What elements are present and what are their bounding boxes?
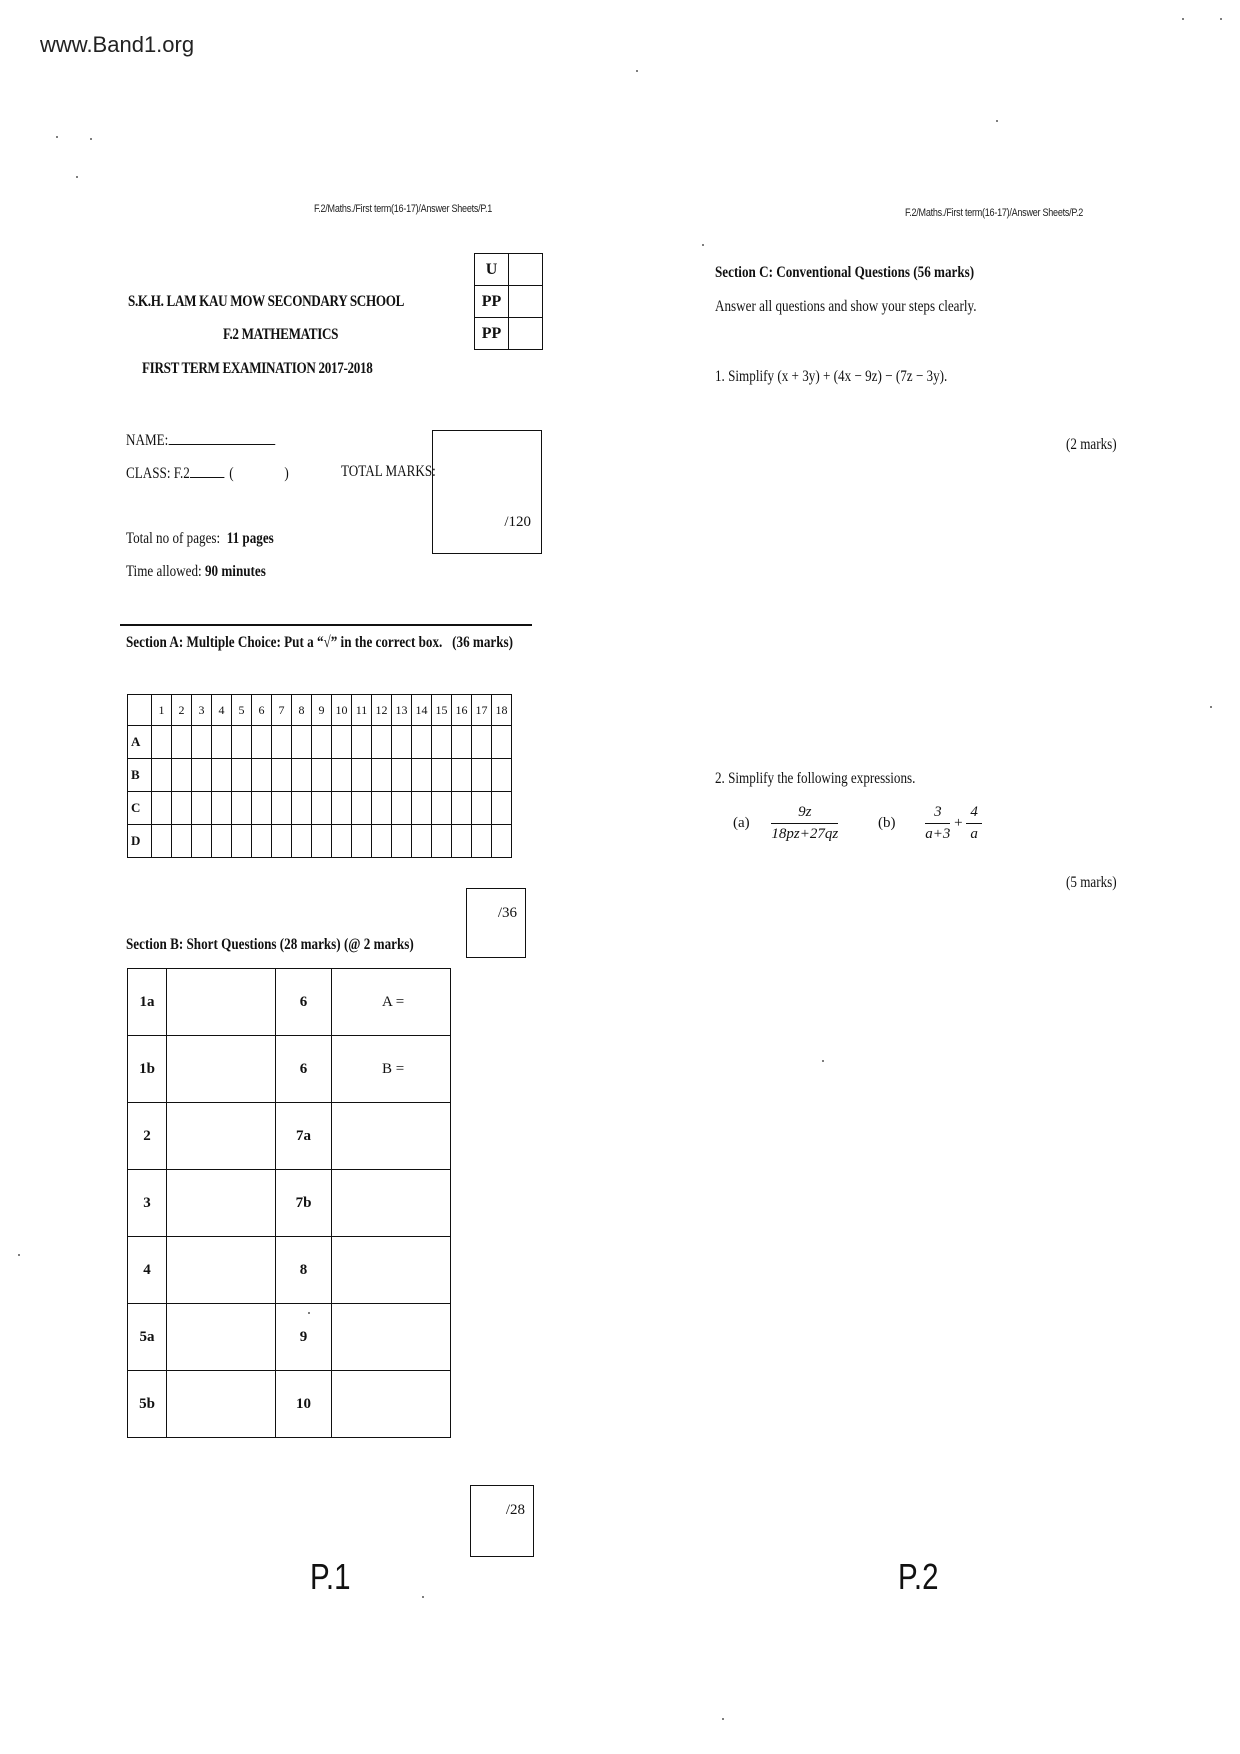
scan-speck (90, 138, 92, 140)
time-value: 90 minutes (204, 563, 266, 580)
mc-answer-box[interactable] (352, 825, 372, 858)
mc-answer-box[interactable] (192, 759, 212, 792)
mc-answer-box[interactable] (232, 759, 252, 792)
class-line (190, 463, 224, 478)
scan-speck (18, 1254, 20, 1256)
scan-speck (1220, 18, 1222, 20)
answer-cell[interactable]: B = (332, 1036, 451, 1103)
mc-answer-box[interactable] (212, 726, 232, 759)
question-number: 5a (128, 1304, 167, 1371)
mc-answer-box[interactable] (152, 792, 172, 825)
mc-answer-box[interactable] (472, 726, 492, 759)
mc-answer-box[interactable] (192, 825, 212, 858)
mc-answer-box[interactable] (312, 792, 332, 825)
fraction-2b-second (966, 804, 982, 843)
mc-answer-box[interactable] (272, 759, 292, 792)
table-row (128, 969, 451, 1036)
mc-answer-box[interactable] (432, 825, 452, 858)
section-b-score-box (470, 1485, 534, 1557)
mc-answer-box[interactable] (252, 792, 272, 825)
question-number: 6 (276, 1036, 332, 1103)
mc-answer-box[interactable] (392, 759, 412, 792)
scan-speck (308, 1312, 310, 1314)
pages-value: 11 pages (226, 530, 274, 547)
section-a-title (126, 634, 513, 652)
question-2a-label: (a) (733, 815, 750, 831)
mc-col-header: 11 (352, 695, 372, 726)
mc-row-label: C (128, 792, 152, 825)
fraction-2b-second-denominator: a (970, 826, 978, 842)
mc-answer-box[interactable] (412, 726, 432, 759)
mc-answer-box[interactable] (492, 792, 512, 825)
time-label: Time allowed: (126, 563, 202, 580)
mc-col-header: 1 (152, 695, 172, 726)
mc-answer-box[interactable] (332, 726, 352, 759)
mc-answer-box[interactable] (172, 825, 192, 858)
mc-answer-box[interactable] (412, 792, 432, 825)
mc-row-label: A (128, 726, 152, 759)
scan-speck (1182, 18, 1184, 20)
section-a-score: /36 (497, 905, 517, 921)
mc-answer-box[interactable] (372, 825, 392, 858)
fraction-2a-numerator: 9z (771, 804, 838, 824)
mc-answer-box[interactable] (272, 792, 292, 825)
answer-cell[interactable] (332, 1170, 451, 1237)
scan-speck (1210, 706, 1212, 708)
mc-answer-box[interactable] (232, 825, 252, 858)
mc-answer-box[interactable] (212, 792, 232, 825)
answer-cell[interactable] (167, 1304, 276, 1371)
mc-row-label: B (128, 759, 152, 792)
question-2-marks: (5 marks) (1066, 874, 1117, 891)
mc-col-header: 3 (192, 695, 212, 726)
table-row (128, 1103, 451, 1170)
mc-answer-box[interactable] (452, 825, 472, 858)
answer-cell[interactable] (167, 1036, 276, 1103)
fraction-2b-second-numerator: 4 (966, 804, 982, 824)
mc-answer-box[interactable] (252, 759, 272, 792)
plus-sign: + (954, 815, 963, 831)
mc-answer-box[interactable] (232, 726, 252, 759)
subject-title: F.2 MATHEMATICS (222, 326, 338, 343)
mc-answer-box[interactable] (432, 726, 452, 759)
mc-col-header: 8 (292, 695, 312, 726)
mc-answer-box[interactable] (452, 792, 472, 825)
mc-answer-box[interactable] (272, 726, 292, 759)
question-1-marks: (2 marks) (1066, 436, 1117, 453)
mc-answer-box[interactable] (172, 726, 192, 759)
mc-col-header: 13 (392, 695, 412, 726)
mc-answer-box[interactable] (152, 825, 172, 858)
marker-box-value (509, 318, 543, 350)
mc-answer-box[interactable] (412, 759, 432, 792)
question-number: 5b (128, 1371, 167, 1438)
answer-cell[interactable]: A = (332, 969, 451, 1036)
mc-answer-box[interactable] (492, 825, 512, 858)
section-a-score-box (466, 888, 526, 958)
question-number: 6 (276, 969, 332, 1036)
mc-col-header: 18 (492, 695, 512, 726)
mc-answer-box[interactable] (392, 792, 412, 825)
mc-answer-box[interactable] (192, 726, 212, 759)
mc-answer-box[interactable] (212, 825, 232, 858)
question-2b-label: (b) (878, 815, 896, 831)
mc-answer-box[interactable] (352, 759, 372, 792)
mc-answer-box[interactable] (312, 726, 332, 759)
time-info (126, 563, 266, 581)
question-number: 7a (276, 1103, 332, 1170)
mc-answer-box[interactable] (392, 726, 412, 759)
mc-answer-box[interactable] (352, 726, 372, 759)
question-number: 8 (276, 1237, 332, 1304)
mc-answer-box[interactable] (292, 759, 312, 792)
scan-speck (996, 120, 998, 122)
answer-cell[interactable] (332, 1103, 451, 1170)
mc-col-header: 2 (172, 695, 192, 726)
mc-col-header: 14 (412, 695, 432, 726)
mc-answer-box[interactable] (452, 726, 472, 759)
mc-col-header: 5 (232, 695, 252, 726)
section-c-instructions: Answer all questions and show your steps clearly. (715, 298, 977, 315)
mc-answer-box[interactable] (152, 759, 172, 792)
mc-answer-box[interactable] (452, 759, 472, 792)
mc-col-header: 15 (432, 695, 452, 726)
mc-answer-box[interactable] (172, 759, 192, 792)
question-number: 1b (128, 1036, 167, 1103)
exam-title: FIRST TERM EXAMINATION 2017-2018 (142, 360, 373, 377)
question-number: 2 (128, 1103, 167, 1170)
mc-answer-box[interactable] (292, 792, 312, 825)
name-line (168, 430, 275, 445)
mc-col-header: 7 (272, 695, 292, 726)
mc-answer-box[interactable] (152, 726, 172, 759)
mc-answer-box[interactable] (172, 792, 192, 825)
mc-col-header: 6 (252, 695, 272, 726)
mc-col-header: 9 (312, 695, 332, 726)
mc-col-header: 4 (212, 695, 232, 726)
mc-answer-box[interactable] (272, 825, 292, 858)
mc-answer-box[interactable] (372, 759, 392, 792)
answer-cell[interactable] (167, 1237, 276, 1304)
section-a-marks: (36 marks) (452, 634, 514, 651)
table-row (128, 1237, 451, 1304)
section-c-title: Section C: Conventional Questions (56 marks) (715, 264, 975, 281)
mc-answer-box[interactable] (372, 792, 392, 825)
mc-answer-box[interactable] (312, 759, 332, 792)
mc-answer-box[interactable] (412, 825, 432, 858)
mc-col-header: 10 (332, 695, 352, 726)
question-2a (733, 804, 838, 843)
mc-col-header: 16 (452, 695, 472, 726)
mc-answer-box[interactable] (432, 759, 452, 792)
question-number: 4 (128, 1237, 167, 1304)
answer-cell[interactable] (332, 1304, 451, 1371)
mc-answer-box[interactable] (332, 792, 352, 825)
table-row (128, 1371, 451, 1438)
name-label: NAME: (126, 432, 169, 449)
answer-cell[interactable] (167, 1103, 276, 1170)
mc-answer-box[interactable] (352, 792, 372, 825)
question-2b (878, 804, 982, 843)
marker-box-label: PP (475, 318, 509, 350)
class-paren-close: ) (284, 465, 289, 482)
question-number: 9 (276, 1304, 332, 1371)
scan-speck (822, 1060, 824, 1062)
answer-cell[interactable] (167, 969, 276, 1036)
answer-cell[interactable] (167, 1170, 276, 1237)
marker-box-label: U (475, 254, 509, 286)
scan-speck (702, 244, 704, 246)
section-a-title-text: Section A: Multiple Choice: Put a “√” in the correct box. (126, 634, 443, 651)
class-field (126, 463, 289, 483)
divider (120, 624, 532, 626)
total-marks-out-of: /120 (504, 514, 531, 530)
answer-cell[interactable] (167, 1371, 276, 1438)
fraction-2a (771, 804, 838, 843)
name-field (126, 430, 275, 450)
fraction-2b-first (925, 804, 950, 843)
mc-answer-box[interactable] (492, 726, 512, 759)
page1-header: F.2/Maths./First term(16-17)/Answer Sheets/P.1 (314, 203, 493, 215)
mc-row-label: D (128, 825, 152, 858)
mc-answer-box[interactable] (312, 825, 332, 858)
pages-info (126, 530, 274, 548)
fraction-2a-denominator: 18pz+27qz (771, 826, 839, 842)
scan-speck (422, 1596, 424, 1598)
total-marks-box (432, 430, 542, 554)
mc-answer-box[interactable] (472, 825, 492, 858)
table-row (128, 1304, 451, 1371)
answer-cell[interactable] (332, 1371, 451, 1438)
question-number: 1a (128, 969, 167, 1036)
page1-label: P.1 (310, 1556, 351, 1597)
question-2: 2. Simplify the following expressions. (715, 770, 916, 787)
mc-answer-box[interactable] (492, 759, 512, 792)
section-b-title: Section B: Short Questions (28 marks) (@ 2 marks) (126, 936, 414, 953)
mc-answer-box[interactable] (252, 825, 272, 858)
mc-answer-box[interactable] (332, 759, 352, 792)
class-label: CLASS: F.2 (126, 465, 190, 482)
mc-col-header: 17 (472, 695, 492, 726)
mc-answer-box[interactable] (332, 825, 352, 858)
pages-label: Total no of pages: (126, 530, 221, 547)
section-b-score: /28 (505, 1502, 525, 1518)
mc-answer-box[interactable] (232, 792, 252, 825)
fraction-2b-first-denominator: a+3 (925, 826, 951, 842)
marker-box-value (509, 286, 543, 318)
mc-answer-box[interactable] (392, 825, 412, 858)
mc-answer-box[interactable] (372, 726, 392, 759)
fraction-2b-first-numerator: 3 (925, 804, 950, 824)
page2-label: P.2 (898, 1556, 939, 1597)
question-number: 10 (276, 1371, 332, 1438)
total-marks-label: TOTAL MARKS: (341, 463, 436, 480)
question-number: 3 (128, 1170, 167, 1237)
question-1: 1. Simplify (x + 3y) + (4x − 9z) − (7z − 3y). (715, 368, 948, 385)
mc-answer-box[interactable] (192, 792, 212, 825)
answer-cell[interactable] (332, 1237, 451, 1304)
mc-answer-box[interactable] (292, 726, 312, 759)
table-row (128, 1036, 451, 1103)
marker-boxes (474, 253, 543, 350)
mc-answer-grid (127, 694, 512, 858)
mc-answer-box[interactable] (432, 792, 452, 825)
scan-speck (56, 136, 58, 138)
class-paren-open: ( (229, 465, 234, 482)
mc-answer-box[interactable] (472, 759, 492, 792)
section-b-table (127, 968, 451, 1438)
scan-speck (636, 70, 638, 72)
mc-answer-box[interactable] (212, 759, 232, 792)
table-row (128, 1170, 451, 1237)
question-number: 7b (276, 1170, 332, 1237)
mc-col-header: 12 (372, 695, 392, 726)
marker-box-value (509, 254, 543, 286)
mc-answer-box[interactable] (472, 792, 492, 825)
mc-corner (128, 695, 152, 726)
scan-speck (722, 1718, 724, 1720)
mc-answer-box[interactable] (252, 726, 272, 759)
school-name: S.K.H. LAM KAU MOW SECONDARY SCHOOL (128, 293, 405, 310)
marker-box-label: PP (475, 286, 509, 318)
mc-answer-box[interactable] (292, 825, 312, 858)
scan-speck (76, 176, 78, 178)
page2-header: F.2/Maths./First term(16-17)/Answer Sheets/P.2 (905, 207, 1084, 219)
site-watermark: www.Band1.org (40, 32, 195, 57)
